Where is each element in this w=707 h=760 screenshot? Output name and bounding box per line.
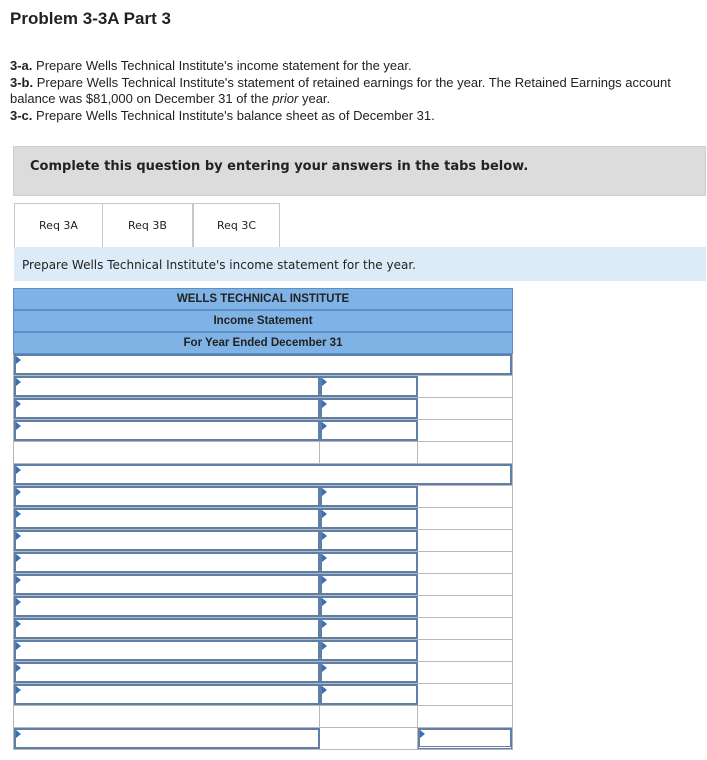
statement-period: For Year Ended December 31 <box>13 332 513 354</box>
statement-row <box>13 464 513 486</box>
statement-row <box>13 442 513 464</box>
account-name-input[interactable] <box>14 684 320 705</box>
empty-cell <box>418 618 512 639</box>
amount-input[interactable] <box>320 552 418 573</box>
empty-cell <box>418 640 512 661</box>
amount-input[interactable] <box>320 662 418 683</box>
dropdown-indicator-icon <box>322 598 327 606</box>
dropdown-indicator-icon <box>16 532 21 540</box>
statement-row <box>13 706 513 728</box>
instruction-3c: 3-c. Prepare Wells Technical Institute's balance sheet as of December 31. <box>10 107 435 123</box>
empty-cell <box>14 706 320 727</box>
banner-text: Complete this question by entering your answers in the tabs below. <box>30 159 529 174</box>
empty-cell <box>320 728 418 749</box>
dropdown-indicator-icon <box>322 576 327 584</box>
dropdown-indicator-icon <box>16 620 21 628</box>
statement-row <box>13 574 513 596</box>
empty-cell <box>418 574 512 595</box>
amount-input[interactable] <box>320 684 418 705</box>
dropdown-indicator-icon <box>16 488 21 496</box>
empty-cell <box>320 442 418 463</box>
statement-title: Income Statement <box>13 310 513 332</box>
account-name-input[interactable] <box>14 508 320 529</box>
empty-cell <box>418 530 512 551</box>
statement-row <box>13 398 513 420</box>
account-name-input[interactable] <box>14 596 320 617</box>
dropdown-indicator-icon <box>16 400 21 408</box>
problem-title: Problem 3-3A Part 3 <box>10 9 171 28</box>
statement-row <box>13 508 513 530</box>
statement-row <box>13 486 513 508</box>
empty-cell <box>418 442 512 463</box>
amount-input[interactable] <box>320 596 418 617</box>
tab-instruction-text: Prepare Wells Technical Institute's income statement for the year. <box>22 258 416 272</box>
statement-row <box>13 552 513 574</box>
empty-cell <box>320 706 418 727</box>
statement-row <box>13 662 513 684</box>
account-name-input[interactable] <box>14 486 320 507</box>
account-name-input[interactable] <box>14 640 320 661</box>
dropdown-indicator-icon <box>322 686 327 694</box>
empty-cell <box>418 684 512 705</box>
empty-cell <box>418 706 512 727</box>
amount-input[interactable] <box>320 574 418 595</box>
dropdown-indicator-icon <box>16 356 21 364</box>
tab-req-3a[interactable]: Req 3A <box>14 203 103 248</box>
empty-cell <box>418 662 512 683</box>
statement-row <box>13 640 513 662</box>
empty-cell <box>14 442 320 463</box>
dropdown-indicator-icon <box>322 642 327 650</box>
problem-description <box>10 58 705 124</box>
dropdown-indicator-icon <box>322 664 327 672</box>
amount-input[interactable] <box>320 398 418 419</box>
dropdown-indicator-icon <box>322 554 327 562</box>
amount-input[interactable] <box>320 508 418 529</box>
statement-row <box>13 618 513 640</box>
statement-company-name: WELLS TECHNICAL INSTITUTE <box>13 288 513 310</box>
dropdown-indicator-icon <box>16 730 21 738</box>
dropdown-indicator-icon <box>420 730 425 738</box>
empty-cell <box>418 420 512 441</box>
account-name-input[interactable] <box>14 618 320 639</box>
dropdown-indicator-icon <box>16 664 21 672</box>
dropdown-indicator-icon <box>16 598 21 606</box>
empty-cell <box>418 508 512 529</box>
dropdown-indicator-icon <box>16 422 21 430</box>
instruction-3a: 3-a. Prepare Wells Technical Institute's income statement for the year. <box>10 58 412 73</box>
account-name-input[interactable] <box>14 574 320 595</box>
dropdown-indicator-icon <box>16 686 21 694</box>
statement-row <box>13 376 513 398</box>
empty-cell <box>418 596 512 617</box>
tab-req-3c[interactable]: Req 3C <box>193 203 280 247</box>
account-name-input[interactable] <box>14 552 320 573</box>
statement-row <box>13 596 513 618</box>
empty-cell <box>418 552 512 573</box>
section-heading-input[interactable] <box>14 464 512 485</box>
account-name-input[interactable] <box>14 530 320 551</box>
account-name-input[interactable] <box>14 728 320 749</box>
statement-row <box>13 530 513 552</box>
statement-row <box>13 728 513 750</box>
statement-row <box>13 684 513 706</box>
account-name-input[interactable] <box>14 376 320 397</box>
dropdown-indicator-icon <box>322 532 327 540</box>
total-amount-input[interactable] <box>418 728 512 749</box>
account-name-input[interactable] <box>14 420 320 441</box>
amount-input[interactable] <box>320 530 418 551</box>
amount-input[interactable] <box>320 618 418 639</box>
empty-cell <box>418 398 512 419</box>
tab-req-3b[interactable]: Req 3B <box>103 203 193 247</box>
question-banner <box>13 146 706 196</box>
account-name-input[interactable] <box>14 662 320 683</box>
amount-input[interactable] <box>320 420 418 441</box>
dropdown-indicator-icon <box>322 488 327 496</box>
tab-instruction <box>14 247 706 281</box>
empty-cell <box>418 486 512 507</box>
dropdown-indicator-icon <box>322 510 327 518</box>
empty-cell <box>418 376 512 397</box>
amount-input[interactable] <box>320 486 418 507</box>
amount-input[interactable] <box>320 376 418 397</box>
dropdown-indicator-icon <box>322 620 327 628</box>
dropdown-indicator-icon <box>16 642 21 650</box>
section-heading-input[interactable] <box>14 354 512 375</box>
dropdown-indicator-icon <box>322 378 327 386</box>
dropdown-indicator-icon <box>16 466 21 474</box>
dropdown-indicator-icon <box>322 400 327 408</box>
dropdown-indicator-icon <box>16 510 21 518</box>
account-name-input[interactable] <box>14 398 320 419</box>
dropdown-indicator-icon <box>16 378 21 386</box>
dropdown-indicator-icon <box>322 422 327 430</box>
statement-row <box>13 420 513 442</box>
instruction-3b: 3-b. Prepare Wells Technical Institute's statement of retained earnings for the year. The Retained Earnings account balance was $81,000 on December 31 of the prior year. <box>10 74 671 106</box>
tab-bar <box>14 203 706 248</box>
dropdown-indicator-icon <box>16 576 21 584</box>
dropdown-indicator-icon <box>16 554 21 562</box>
statement-row <box>13 354 513 376</box>
amount-input[interactable] <box>320 640 418 661</box>
